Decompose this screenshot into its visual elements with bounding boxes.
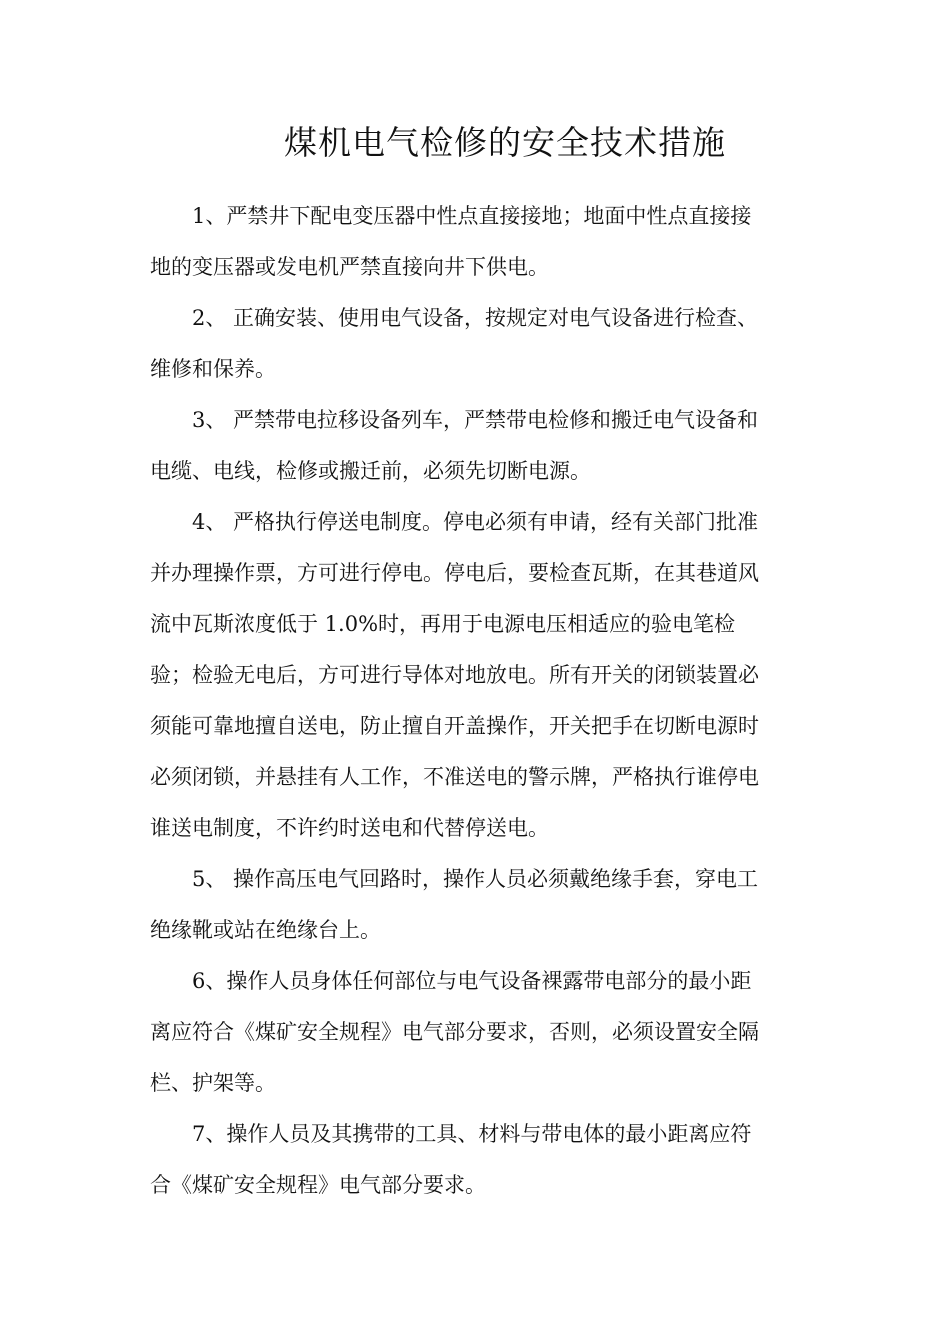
- paragraph-6-line-1: 6、操作人员身体任何部位与电气设备裸露带电部分的最小距: [192, 969, 752, 993]
- paragraph-7-line-1: 7、操作人员及其携带的工具、材料与带电体的最小距离应符: [192, 1122, 752, 1146]
- paragraph-4-line-5: 须能可靠地擅自送电，防止擅自开盖操作，开关把手在切断电源时: [150, 714, 759, 738]
- paragraph-3-line-1: 3、 严禁带电拉移设备列车，严禁带电检修和搬迁电气设备和: [192, 408, 759, 432]
- paragraph-4-line-7: 谁送电制度，不许约时送电和代替停送电。: [150, 816, 549, 840]
- paragraph-2-line-1: 2、 正确安装、使用电气设备，按规定对电气设备进行检查、: [192, 306, 759, 330]
- paragraph-5-line-2: 绝缘靴或站在绝缘台上。: [150, 918, 381, 942]
- paragraph-1-line-2: 地的变压器或发电机严禁直接向井下供电。: [150, 255, 549, 279]
- paragraph-3-line-2: 电缆、电线，检修或搬迁前，必须先切断电源。: [150, 459, 591, 483]
- paragraph-4-line-2: 并办理操作票，方可进行停电。停电后，要检查瓦斯，在其巷道风: [150, 561, 759, 585]
- paragraph-5-line-1: 5、 操作高压电气回路时，操作人员必须戴绝缘手套，穿电工: [192, 867, 759, 891]
- paragraph-7-line-2: 合《煤矿安全规程》电气部分要求。: [150, 1173, 486, 1197]
- paragraph-6-line-2: 离应符合《煤矿安全规程》电气部分要求，否则，必须设置安全隔: [150, 1020, 759, 1044]
- paragraph-4-line-6: 必须闭锁，并悬挂有人工作，不准送电的警示牌，严格执行谁停电: [150, 765, 759, 789]
- paragraph-4-line-1: 4、 严格执行停送电制度。停电必须有申请，经有关部门批准: [192, 510, 759, 534]
- paragraph-2-line-2: 维修和保养。: [150, 357, 276, 381]
- document-title: 煤机电气检修的安全技术措施: [284, 123, 726, 162]
- paragraph-4-line-3: 流中瓦斯浓度低于 1.0%时，再用于电源电压相适应的验电笔检: [150, 612, 736, 636]
- paragraph-6-line-3: 栏、护架等。: [150, 1071, 276, 1095]
- paragraph-1-line-1: 1、严禁井下配电变压器中性点直接接地；地面中性点直接接: [192, 204, 752, 228]
- paragraph-4-line-4: 验；检验无电后，方可进行导体对地放电。所有开关的闭锁装置必: [150, 663, 759, 687]
